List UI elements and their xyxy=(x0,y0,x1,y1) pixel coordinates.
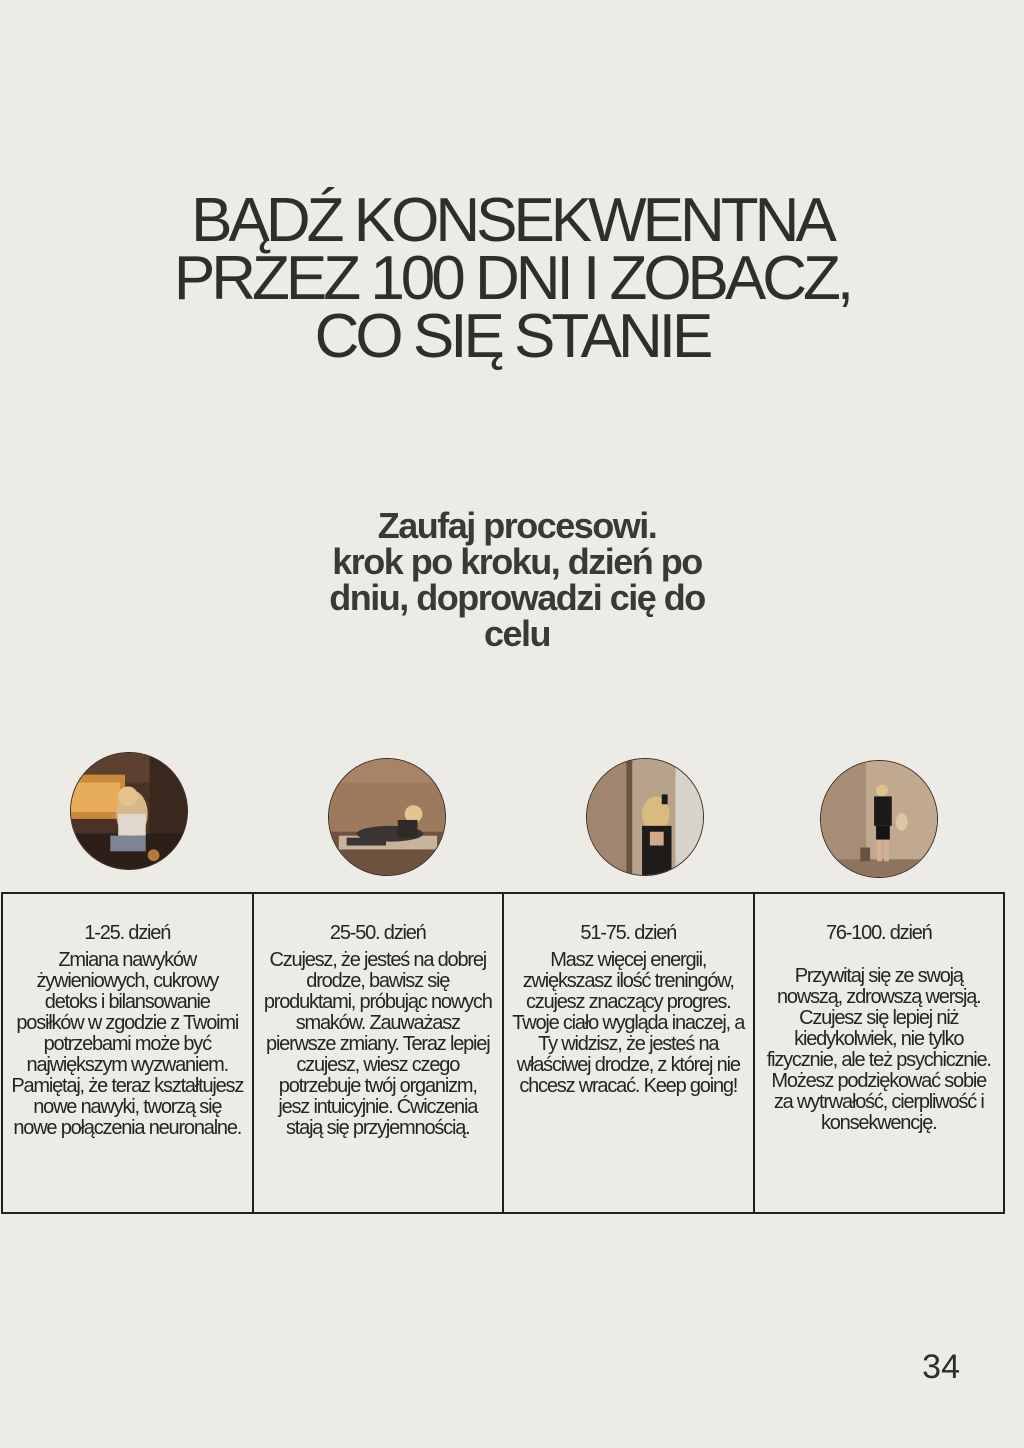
stage-description: Czujesz, że jesteś na dobrej drodze, bawisz się produktami, próbując nowych smaków. Zauważasz pierwsze zmiany. Teraz lepiej czujesz, wiesz czego potrzebuje twój organizm, jesz intuicyjnie. Ćwiczenia stają się przyjemnością. xyxy=(263,949,492,1139)
subtitle-line-1: Zaufaj procesowi. xyxy=(377,505,657,546)
subtitle-line-2: krok po kroku, dzień po xyxy=(332,541,702,582)
stage-day-label: 25-50. dzień xyxy=(329,922,426,944)
subtitle-line-4: celu xyxy=(483,613,551,654)
stage-day-label: 1-25. dzień xyxy=(84,922,171,944)
subtitle-line-3: dniu, doprowadzi cię do xyxy=(329,577,705,618)
stage-3-photo xyxy=(586,758,704,876)
subtitle xyxy=(262,505,772,654)
stage-4-photo xyxy=(820,760,938,878)
title-line-2: PRZEZ 100 DNI I ZOBACZ, xyxy=(173,244,851,313)
title-line-1: BĄDŹ KONSEKWENTNA xyxy=(191,186,833,255)
stage-1-photo xyxy=(70,752,188,870)
stages-table xyxy=(1,892,1005,1214)
stage-description: Zmiana nawyków żywieniowych, cukrowy detoks i bilansowanie posiłków w zgodzie z Twoimi potrzebami może być największym wyzwaniem. Pamiętaj, że teraz kształtujesz nowe nawyki, tworzą się nowe połączenia neuronalne. xyxy=(11,949,244,1139)
title-line-3: CO SIĘ STANIE xyxy=(314,302,710,371)
stage-cell xyxy=(254,894,505,1212)
stage-cell xyxy=(755,894,1004,1212)
page-number: 34 xyxy=(922,1348,960,1386)
stage-description: Przywitaj się ze swoją nowszą, zdrowszą wersją. Czujesz się lepiej niż kiedykolwiek, nie tylko fizycznie, ale też psychicznie. Możesz podziękować sobie za wytrwałość, cierpliwość i konsekwencję. xyxy=(766,965,991,1134)
stage-day-label: 76-100. dzień xyxy=(825,922,932,944)
stage-day-label: 51-75. dzień xyxy=(580,922,677,944)
stage-cell xyxy=(3,894,254,1212)
stage-cell xyxy=(504,894,755,1212)
stage-description: Masz więcej energii, zwiększasz ilość treningów, czujesz znaczący progres. Twoje ciało wygląda inaczej, a Ty widzisz, że jesteś na właściwej drodze, z której nie chcesz wracać. Keep going! xyxy=(512,949,745,1097)
page-title xyxy=(0,186,1024,371)
stage-2-photo xyxy=(328,758,446,876)
